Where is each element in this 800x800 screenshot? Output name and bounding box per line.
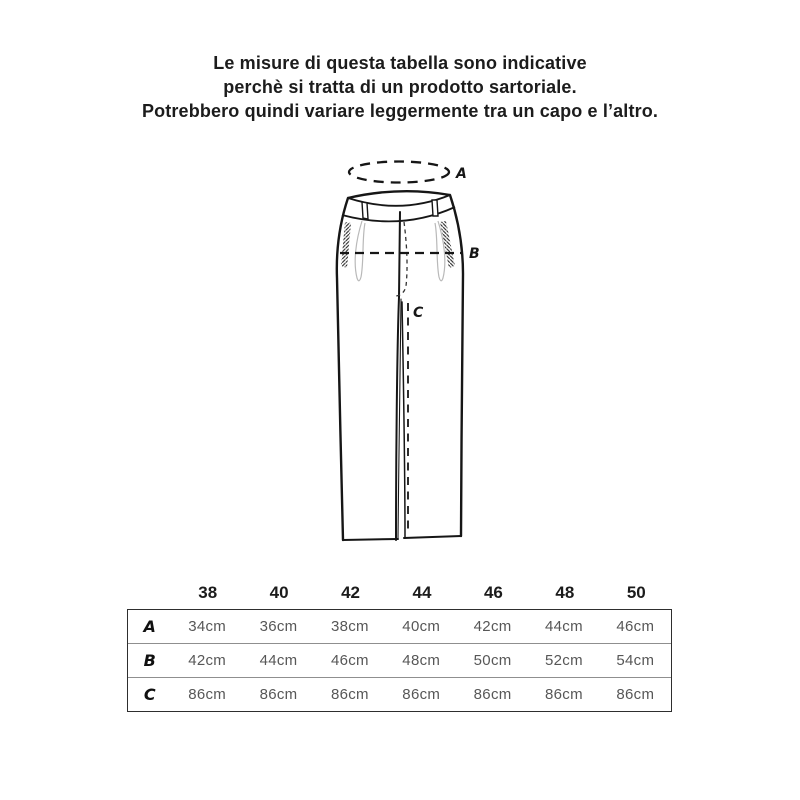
belt-loop-left [362, 202, 368, 219]
fly-stitch-line [396, 222, 407, 296]
pocket-hatch-left [341, 222, 351, 268]
size-value-cell: 86cm [616, 686, 655, 703]
intro-line-2: perchè si tratta di un prodotto sartoriale. [223, 77, 577, 97]
size-value-cell: 50cm [473, 652, 512, 669]
size-value-cell: 46cm [616, 618, 655, 635]
table-row-c [128, 677, 671, 711]
measure-b-label: B [469, 246, 480, 262]
size-header: 50 [626, 583, 646, 602]
intro-text [0, 51, 800, 123]
size-value-cell: 40cm [402, 618, 441, 635]
pants-diagram [330, 140, 485, 550]
row-label-b: B [143, 651, 156, 670]
size-value-cell: 86cm [402, 686, 441, 703]
size-value-cell: 42cm [473, 618, 512, 635]
table-row-a [128, 610, 671, 643]
size-header: 48 [555, 583, 575, 602]
size-value-cell: 42cm [188, 652, 227, 669]
size-header: 38 [198, 583, 218, 602]
size-value-cell: 48cm [402, 652, 441, 669]
size-table-box [127, 609, 672, 712]
measure-a-label: A [456, 166, 467, 182]
measure-c-label: C [413, 305, 424, 321]
pocket-hatch-right [440, 221, 455, 268]
row-label-c: C [143, 685, 156, 704]
intro-line-1: Le misure di questa tabella sono indicative [213, 53, 587, 73]
pocket-bag-left [355, 221, 365, 281]
size-value-cell: 86cm [188, 686, 227, 703]
size-value-cell: 44cm [259, 652, 298, 669]
size-value-cell: 46cm [330, 652, 369, 669]
intro-line-3: Potrebbero quindi variare leggermente tra un capo e l’altro. [141, 101, 659, 121]
size-header: 42 [341, 583, 361, 602]
row-label-a: A [143, 617, 156, 636]
table-row-b [128, 643, 671, 677]
size-value-cell: 86cm [259, 686, 298, 703]
size-header: 46 [483, 583, 503, 602]
size-value-cell: 54cm [616, 652, 655, 669]
size-value-cell: 52cm [545, 652, 583, 669]
size-value-cell: 86cm [545, 686, 583, 703]
size-header: 40 [269, 583, 289, 602]
size-value-cell: 86cm [473, 686, 512, 703]
size-value-cell: 38cm [330, 618, 369, 635]
size-value-cell: 36cm [259, 618, 298, 635]
measure-a-ellipse [349, 162, 449, 183]
size-value-cell: 44cm [545, 618, 583, 635]
size-value-cell: 34cm [188, 618, 227, 635]
size-value-cell: 86cm [330, 686, 369, 703]
belt-loop-right [432, 200, 438, 216]
size-table [127, 577, 672, 712]
size-header-row [127, 577, 672, 609]
size-header: 44 [412, 583, 432, 602]
